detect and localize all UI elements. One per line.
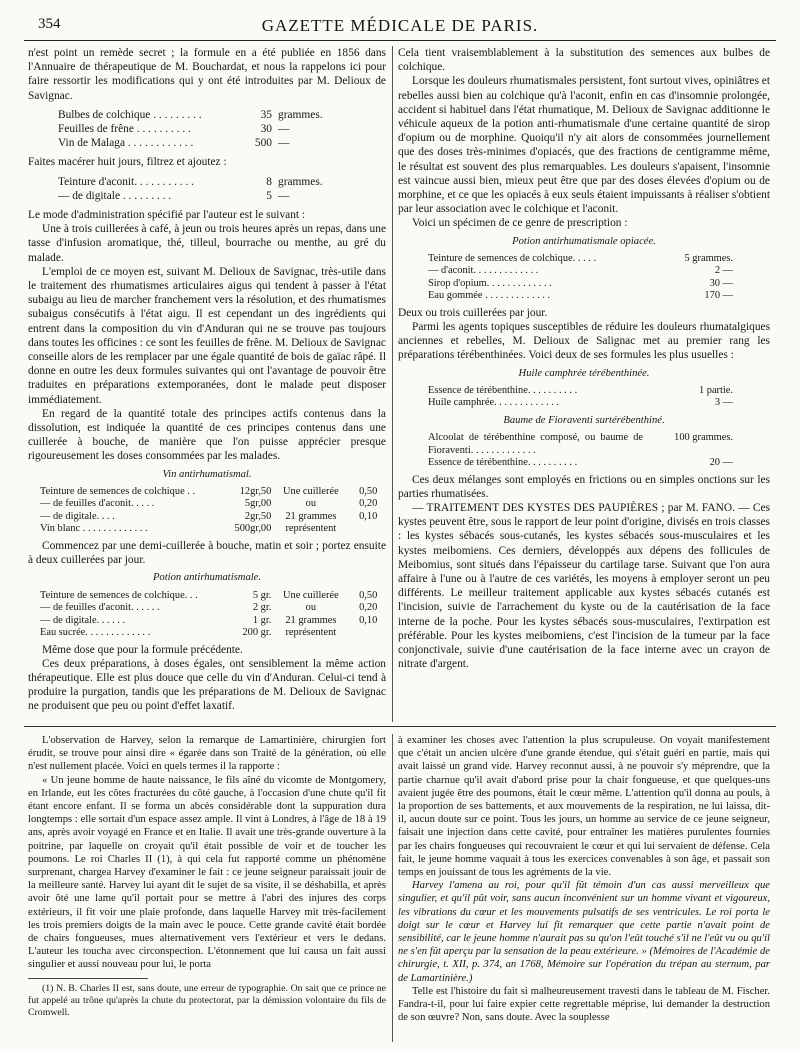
- ingredient: Essence de térébenthine. . . . . . . . . .: [428, 457, 578, 469]
- formula-table: [40, 590, 386, 640]
- portion: représentent: [285, 523, 337, 535]
- formula-row: [428, 432, 770, 457]
- page-number: 354: [38, 16, 61, 32]
- dose: 0,10: [359, 510, 378, 522]
- amount: 500gr,00: [234, 523, 272, 535]
- amount: 2gr,50: [244, 510, 272, 522]
- formula-row: [40, 498, 386, 511]
- amount: 1 gr.: [252, 614, 272, 626]
- ingredient: Eau sucrée. . . . . . . . . . . . .: [40, 627, 151, 638]
- recipe-list: [58, 108, 386, 151]
- paragraph: Ces deux mélanges sont employés en frictions ou en simples onctions sur les parties rhumatisées.: [398, 473, 770, 500]
- formula-row: [40, 602, 386, 615]
- formula-row: [428, 385, 770, 398]
- unit: grammes.: [278, 108, 323, 121]
- recipe-row: [58, 189, 386, 203]
- amount: 100 grammes.: [674, 432, 733, 444]
- amount: 30: [260, 123, 272, 136]
- ingredient: — de digitale . . . . . . . . .: [58, 189, 172, 202]
- dose: 0,20: [359, 498, 378, 510]
- dose: 0,20: [359, 602, 378, 613]
- portion: ou: [305, 498, 317, 510]
- ingredient: Teinture d'aconit. . . . . . . . . . .: [58, 175, 195, 188]
- paragraph: Ces deux préparations, à doses égales, ont sensiblement la même action thérapeutique. Elle est plus douce que celle du vin d'Anduran. Celui-ci tend à produire la purgation, tandis que les préparations de M. Delioux de Savignac ne produisent que peu ou point d'effet laxatif.: [28, 657, 386, 713]
- paragraph: Cela tient vraisemblablement à la substitution des semences aux bulbes de colchique.: [398, 47, 770, 74]
- ingredient: Feuilles de frêne . . . . . . . . . .: [58, 123, 191, 136]
- dose: 0,50: [359, 589, 378, 601]
- column-divider: [392, 734, 393, 1042]
- paragraph: Telle est l'histoire du fait si malheureusement travesti dans le tableau de M. Fischer. Fandra-t-il, pour lui faire expier cette regrettable méprise, lui demander la destruction de son œuvre? Non, sans doute. Avec la souplesse: [398, 985, 770, 1024]
- paragraph: Une à trois cuillerées à café, à jeun ou trois heures après un repas, dans une tasse d'infusion aromatique, thé, tilleul, bourrache ou menthe, au gré du malade.: [28, 223, 386, 264]
- dose: [350, 523, 386, 536]
- amount: 5gr,00: [244, 498, 272, 510]
- page-header: [24, 16, 776, 40]
- footnote: (1) N. B. Charles II est, sans doute, une erreur de typographie. On sait que ce prince ne fut appelé au trône qu'après la chute du protectorat, par la démission volontaire du fils de Cromwell.: [28, 982, 386, 1018]
- paragraph: Commencez par une demi-cuillerée à bouche, matin et soir ; portez ensuite à deux cuillerées par jour.: [28, 539, 386, 567]
- formula-row: [428, 278, 770, 291]
- portion: représentent: [285, 627, 337, 638]
- formula-title: Potion antirhumatismale opiacée.: [512, 235, 656, 247]
- ingredient: Sirop d'opium. . . . . . . . . . . . .: [428, 277, 552, 289]
- article-paragraph: — TRAITEMENT DES KYSTES DES PAUPIÈRES ; par M. FANO. — Ces kystes peuvent être, sous le rapport de leur point d'origine, divisés en trois classes : les kystes sébacés sous-cutanés, les kystes sébacés sous-musculaires et les kystes meibomiens. Ces derniers, développés aux dépens des follicules de Meibomius, sont situés dans l'épaisseur du cartilage tarse. Suivant que l'on aura affaire à l'une ou à l'autre de ces variétés, les moyens à employer seront un peu différents. Le meilleur traitement applicable aux kystes sébacés cutanés est l'incision, suivie de l'arrachement du kyste ou de la cautérisation de la face interne de la poche. Pour les kystes sébacés sous-musculaires, l'extirpation est préférable. Pour les kystes meibomiens, c'est l'incision de la tumeur par la face conjonctivale, suivie d'une cautérisation de la face interne avec un crayon de nitrate d'argent.: [398, 501, 770, 671]
- amount: 2 gr.: [252, 602, 272, 613]
- ingredient: — de digitale. . . .: [40, 510, 115, 522]
- amount: 5 grammes.: [684, 252, 733, 264]
- formula-title: Huile camphrée térébenthinée.: [518, 367, 650, 379]
- recipe-row: [58, 108, 386, 122]
- unit: —: [278, 123, 290, 136]
- unit: —: [278, 137, 290, 150]
- formula-table: [40, 486, 386, 536]
- column-divider: [392, 46, 393, 722]
- formula-row: [428, 457, 770, 470]
- top-left-column: [28, 46, 386, 714]
- paragraph: Deux ou trois cuillerées par jour.: [398, 306, 548, 319]
- formula-table: [428, 432, 770, 470]
- paragraph: n'est point un remède secret ; la formule en a été publiée en 1856 dans l'Annuaire de thérapeutique de M. Bouchardat, et nous la rappelons ici pour faire ressortir les modifications qui y ont été introduites par M. Delioux de Savignac.: [28, 47, 386, 102]
- ingredient: Vin blanc . . . . . . . . . . . . .: [40, 523, 148, 535]
- amount: 12gr,50: [239, 485, 272, 497]
- paragraph: Harvey l'amena au roi, pour qu'il fût témoin d'un cas aussi merveilleux que singulier, et qu'il pût voir, sans aucun inconvénient sur un homme vivant et vigoureux, les vibrations du cœur et les mouvements pulsatifs de ses ventricules. Le roi porta le doigt sur le cœur et Harvey lui fit remarquer que cette partie n'avait point de sensibilité, car le jeune homme n'aurait pas su qu'on l'eût touché s'il ne l'eût vu ou qu'il ne s'en fût aperçu par la sensation de la peau extérieure. » (Mémoires de l'Académie de chirurgie, t. XII, p. 374, an 1768, Mémoire sur l'opération du trépan au sternum, par de Lamartinière.): [398, 880, 770, 984]
- paragraph: L'observation de Harvey, selon la remarque de Lamartinière, chirurgien fort érudit, se trouve pour ainsi dire « égarée dans son Traité de la génération, où elle n'est nullement placée. Voici en quels termes il la rapporte :: [28, 735, 386, 773]
- bottom-right-column: [398, 734, 770, 1024]
- ingredient: Eau gommée . . . . . . . . . . . . .: [428, 290, 551, 302]
- ingredient: Teinture de semences de colchique. . .: [40, 589, 198, 601]
- formula-row: [40, 523, 386, 536]
- formula-row: [428, 397, 770, 410]
- amount: 500: [254, 137, 272, 150]
- ingredient: — de feuilles d'aconit. . . . . .: [40, 602, 160, 613]
- formula-row: [40, 486, 386, 499]
- formula-row: [428, 290, 770, 303]
- formula-row: [428, 253, 770, 266]
- header-rule: [24, 40, 776, 41]
- recipe-list: [58, 175, 386, 203]
- portion: Une cuillerée: [283, 485, 339, 497]
- formula-row: [40, 615, 386, 628]
- formula-row: [40, 627, 386, 640]
- section-rule: [24, 726, 776, 727]
- formula-table: [428, 385, 770, 410]
- paragraph: Parmi les agents topiques susceptibles de réduire les douleurs rhumatalgiques anciennes et rebelles, M. Delioux de Salignac met au premier rang les préparations térébenthinées. Voici deux de ses formules les plus usuelles :: [398, 321, 770, 362]
- ingredient: — de feuilles d'aconit. . . . .: [40, 498, 155, 510]
- portion: Une cuillerée: [283, 589, 339, 601]
- amount: 30 —: [709, 277, 733, 289]
- ingredient: Vin de Malaga . . . . . . . . . . . .: [58, 137, 194, 150]
- unit: grammes.: [278, 175, 323, 188]
- paragraph: Faites macérer huit jours, filtrez et ajoutez :: [28, 156, 227, 169]
- formula-row: [40, 511, 386, 524]
- formula-row: [428, 265, 770, 278]
- ingredient: Teinture de semences de colchique . .: [40, 485, 196, 497]
- formula-title: Vin antirhumatismal.: [162, 468, 252, 480]
- unit: —: [278, 189, 290, 202]
- amount: 8: [266, 175, 272, 188]
- amount: 3 —: [714, 397, 733, 409]
- ingredient: Bulbes de colchique . . . . . . . . .: [58, 108, 202, 121]
- top-right-column: [398, 46, 770, 671]
- amount: 5 gr.: [252, 589, 272, 601]
- amount: 35: [260, 108, 272, 121]
- amount: 2 —: [714, 265, 733, 277]
- paragraph: Le mode d'administration spécifié par l'auteur est le suivant :: [28, 209, 306, 222]
- recipe-row: [58, 136, 386, 150]
- portion: 21 grammes: [285, 614, 337, 626]
- amount: 5: [266, 189, 272, 202]
- formula-table: [428, 253, 770, 303]
- amount: 170 —: [704, 290, 733, 302]
- paragraph: Même dose que pour la formule précédente.: [42, 643, 243, 656]
- dose: [350, 627, 386, 640]
- bottom-left-column: [28, 734, 386, 1019]
- dose: 0,50: [359, 485, 378, 497]
- paragraph: « Un jeune homme de haute naissance, le fils aîné du vicomte de Montgomery, en Irlande, eut les côtes fracturées du côté gauche, à l'occasion d'une chute qu'il fit étant encore enfant. Il se forma un abcès considérable dont la suppuration dura longtemps : elle sortait d'un espace assez ample. Il vint à Londres, à l'âge de 18 à 19 ans, après avoir voyagé en France et en Italie. Il avait une très-grande ouverture à la poitrine, par laquelle on croyait qu'il était possible de voir et de toucher les poumons. Le roi Charles II (1), à qui cela fut rapporté comme un phénomène surprenant, chargea Harvey d'examiner le fait : ce jeune seigneur paraissait jouir de la meilleure santé. Harvey lui ayant dit le sujet de sa visite, il se déshabilla, et après avoir ôté une lame qu'il portait pour se mettre à l'abri des injures des corps extérieurs, il fit voir une plaie profonde, dans laquelle Harvey mit très-facilement les trois premiers doigts de la main avec le pouce. Cette grande cavité était bordée de chairs fongueuses, mues alternativement vers l'extérieur et vers le dedans. L'auteur les toucha avec circonspection. L'étonnement que lui causa un fait aussi singulier et aussi nouveau pour lui, le porta: [28, 774, 386, 971]
- paragraph: L'emploi de ce moyen est, suivant M. Delioux de Savignac, très-utile dans le traitement des rhumatismes articulaires aigus qui tendent à passer à l'état subaigu au lieu de marcher franchement vers la résolution, et des rhumatismes subaigus consécutifs à l'état aigu. Il est cependant un des ingrédients qui entrent dans la composition du vin d'Anduran qui ne se trouve pas toujours dans toutes les officines : ce sont les feuilles de frêne. M. Delioux de Savignac conseille alors de les remplacer par une égale quantité de bois de gaïac râpé. Il donne en outre les deux formules suivantes qui ont l'avantage de pouvoir être traduites en préparations extemporanées, dont le malade peut disposer immédiatement.: [28, 265, 386, 406]
- paragraph: Voici un spécimen de ce genre de prescription :: [412, 217, 628, 230]
- ingredient: Essence de térébenthine. . . . . . . . . .: [428, 384, 578, 396]
- paragraph: à examiner les choses avec l'attention la plus scrupuleuse. On voyait manifestement que c'était un ancien ulcère d'une grande étendue, qui s'était guéri en partie, mais qui avait laissé un grand vide. Harvey reconnut aussi, à ne pouvoir s'y méprendre, que la partie charnue qu'il avait d'abord prise pour la chair fongueuse, et que quelques-uns avaient jugée être des poumons, était le cœur même. L'attention qu'il donna au pouls, à la proportion de ses battements, et aux mouvements de la respiration, ne lui laissa, dit-il, aucun doute sur ce point. Tous les jours, un homme au service de ce jeune seigneur, faisait une injection dans cette cavité, pour entraîner les matières purulentes fournies par les chairs fongueuses qui recouvraient le cœur et qui lui servaient de défense. Cela fait, le jeune homme vaquait à tous les exercices convenables à son âge, et passait son temps en jouissant de tous les agréments de la vie.: [398, 735, 770, 879]
- formula-title: Baume de Fioraventi surtérébenthiné.: [503, 414, 665, 426]
- ingredient: — d'aconit. . . . . . . . . . . . .: [428, 265, 539, 277]
- amount: 200 gr.: [242, 627, 272, 638]
- portion: ou: [305, 602, 317, 613]
- paragraph: En regard de la quantité totale des principes actifs contenus dans la dissolution, est indiquée la quantité de ces principes contenus dans une cuillerée à bouche, de manière que l'on puisse apprécier presque rigoureusement les doses consommées par les malades.: [28, 407, 386, 463]
- ingredient: — de digitale. . . . . .: [40, 614, 126, 626]
- ingredient: Teinture de semences de colchique. . . . .: [428, 252, 597, 264]
- amount: 20 —: [709, 457, 733, 469]
- footnote-rule: [28, 978, 148, 979]
- portion: 21 grammes: [285, 510, 337, 522]
- recipe-row: [58, 122, 386, 136]
- page-title: GAZETTE MÉDICALE DE PARIS.: [261, 16, 539, 35]
- formula-title: Potion antirhumatismale.: [152, 572, 262, 584]
- recipe-row: [58, 175, 386, 189]
- paragraph: Lorsque les douleurs rhumatismales persistent, font surtout vives, opiniâtres et rebelles aussi bien au colchique qu'à l'aconit, enfin en cas d'insomnie prolongée, accident si habituel dans l'état rhumatique, M. Delioux de Savignac additionne le véhicule aqueux de la potion anti-rhumatismale d'une certaine quantité de sirop d'opium ou de morphine. Quoiqu'il n'y ait alors de consommées journellement que des doses très-minimes d'opiacés, que des fractions de centigramme même, le résultat est souvent des plus remarquables. Les douleurs s'apaisent, l'insomnie est vaincue aussi bien, mieux peut être que par des doses élevées d'opium ou de morphine, et ce que les opiacés à eux seuls étaient impuissants à réaliser s'obtient par leur association avec le colchique et l'aconit.: [398, 75, 770, 216]
- formula-row: [40, 590, 386, 603]
- ingredient: Alcoolat de térébenthine composé, ou baume de Fioraventi. . . . . . . . . . . . .: [428, 432, 643, 456]
- amount: 1 partie.: [698, 384, 733, 396]
- ingredient: Huile camphrée. . . . . . . . . . . . .: [428, 397, 560, 409]
- dose: 0,10: [359, 614, 378, 626]
